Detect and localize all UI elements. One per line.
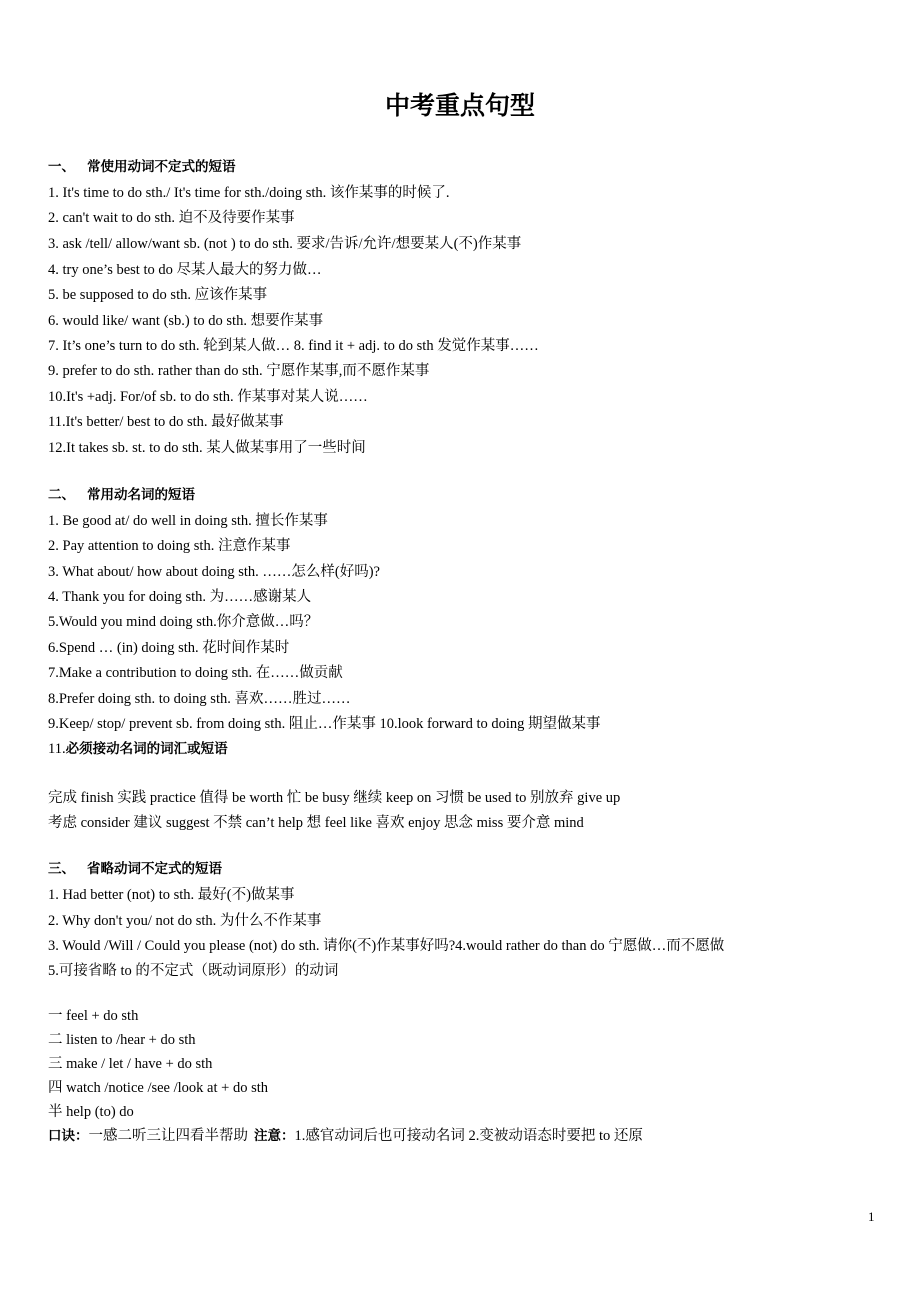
list-item: 6. would like/ want (sb.) to do sth. 想要作某事 <box>48 313 324 329</box>
mnemonic-label: 口诀： <box>48 1128 89 1144</box>
list-item: 2. Pay attention to doing sth. 注意作某事 <box>48 538 291 554</box>
verb-line: 一 feel + do sth <box>48 1008 139 1024</box>
verb-line: 四 watch /notice /see /look at + do sth <box>48 1080 268 1096</box>
note-label: 注意： <box>254 1128 295 1144</box>
verb-line: 半 help (to) do <box>48 1104 134 1120</box>
vocab-line: 完成 finish 实践 practice 值得 be worth 忙 be busy 继续 keep on 习惯 be used to 别放弃 give up <box>48 790 621 806</box>
list-item: 5.可接省略 to 的不定式（既动词原形）的动词 <box>48 963 339 979</box>
section-heading-3 <box>48 857 222 881</box>
list-item: 1. It's time to do sth./ It's time for sth./doing sth. 该作某事的时候了. <box>48 185 450 201</box>
list-item: 11.It's better/ best to do sth. 最好做某事 <box>48 414 284 430</box>
page-title: 中考重点句型 <box>384 91 535 120</box>
section-number: 一、 <box>48 159 75 175</box>
mnemonic-line <box>48 1124 643 1148</box>
vocab-line: 考虑 consider 建议 suggest 不禁 can’t help 想 feel like 喜欢 enjoy 思念 miss 要介意 mind <box>48 815 584 831</box>
section-title: 常用动名词的短语 <box>87 487 195 503</box>
verb-line: 二 listen to /hear + do sth <box>48 1032 196 1048</box>
list-item: 8.Prefer doing sth. to doing sth. 喜欢……胜过…… <box>48 691 351 707</box>
list-item: 7.Make a contribution to doing sth. 在……做贡献 <box>48 665 343 681</box>
list-item: 4. try one’s best to do 尽某人最大的努力做… <box>48 262 322 278</box>
list-item: 5. be supposed to do sth. 应该作某事 <box>48 287 268 303</box>
note-text: 1.感官动词后也可接动名词 2.变被动语态时要把 to 还原 <box>294 1128 643 1144</box>
list-item: 1. Be good at/ do well in doing sth. 擅长作某事 <box>48 513 328 529</box>
item-number: 11. <box>48 741 66 757</box>
section-title: 省略动词不定式的短语 <box>87 861 222 877</box>
list-item: 6.Spend … (in) doing sth. 花时间作某时 <box>48 640 290 656</box>
section-number: 三、 <box>48 861 75 877</box>
list-item: 12.It takes sb. st. to do sth. 某人做某事用了一些时间 <box>48 440 366 456</box>
section-heading-2 <box>48 483 195 507</box>
section-title: 常使用动词不定式的短语 <box>87 159 236 175</box>
list-item: 2. Why don't you/ not do sth. 为什么不作某事 <box>48 913 322 929</box>
section-number: 二、 <box>48 487 75 503</box>
list-item: 4. Thank you for doing sth. 为……感谢某人 <box>48 589 312 605</box>
list-item: 9. prefer to do sth. rather than do sth. 宁愿作某事,而不愿作某事 <box>48 363 430 379</box>
list-item: 9.Keep/ stop/ prevent sb. from doing sth. 阻止…作某事 10.look forward to doing 期望做某事 <box>48 716 601 732</box>
list-item: 1. Had better (not) to sth. 最好(不)做某事 <box>48 887 295 903</box>
list-item: 5.Would you mind doing sth.你介意做…吗？ <box>48 614 319 630</box>
item-title: 必须接动名词的词汇或短语 <box>65 741 228 757</box>
section-heading-1 <box>48 155 236 179</box>
list-item: 3. Would /Will / Could you please (not) do sth. 请你(不)作某事好吗?4.would rather do than do 宁愿做…而不愿做 <box>48 938 725 954</box>
list-item: 7. It’s one’s turn to do sth. 轮到某人做… 8. find it + adj. to do sth 发觉作某事…… <box>48 338 539 354</box>
page-number: 1 <box>868 1209 875 1224</box>
mnemonic-text: 一感二听三让四看半帮助 <box>88 1128 248 1144</box>
list-item: 2. can't wait to do sth. 迫不及待要作某事 <box>48 210 295 226</box>
list-item: 10.It's +adj. For/of sb. to do sth. 作某事对某人说…… <box>48 389 368 405</box>
list-item: 3. What about/ how about doing sth. ……怎么样(好吗)? <box>48 564 380 580</box>
list-item-11 <box>48 737 228 761</box>
verb-line: 三 make / let / have + do sth <box>48 1056 213 1072</box>
list-item: 3. ask /tell/ allow/want sb. (not ) to do sth. 要求/告诉/允许/想要某人(不)作某事 <box>48 236 522 252</box>
